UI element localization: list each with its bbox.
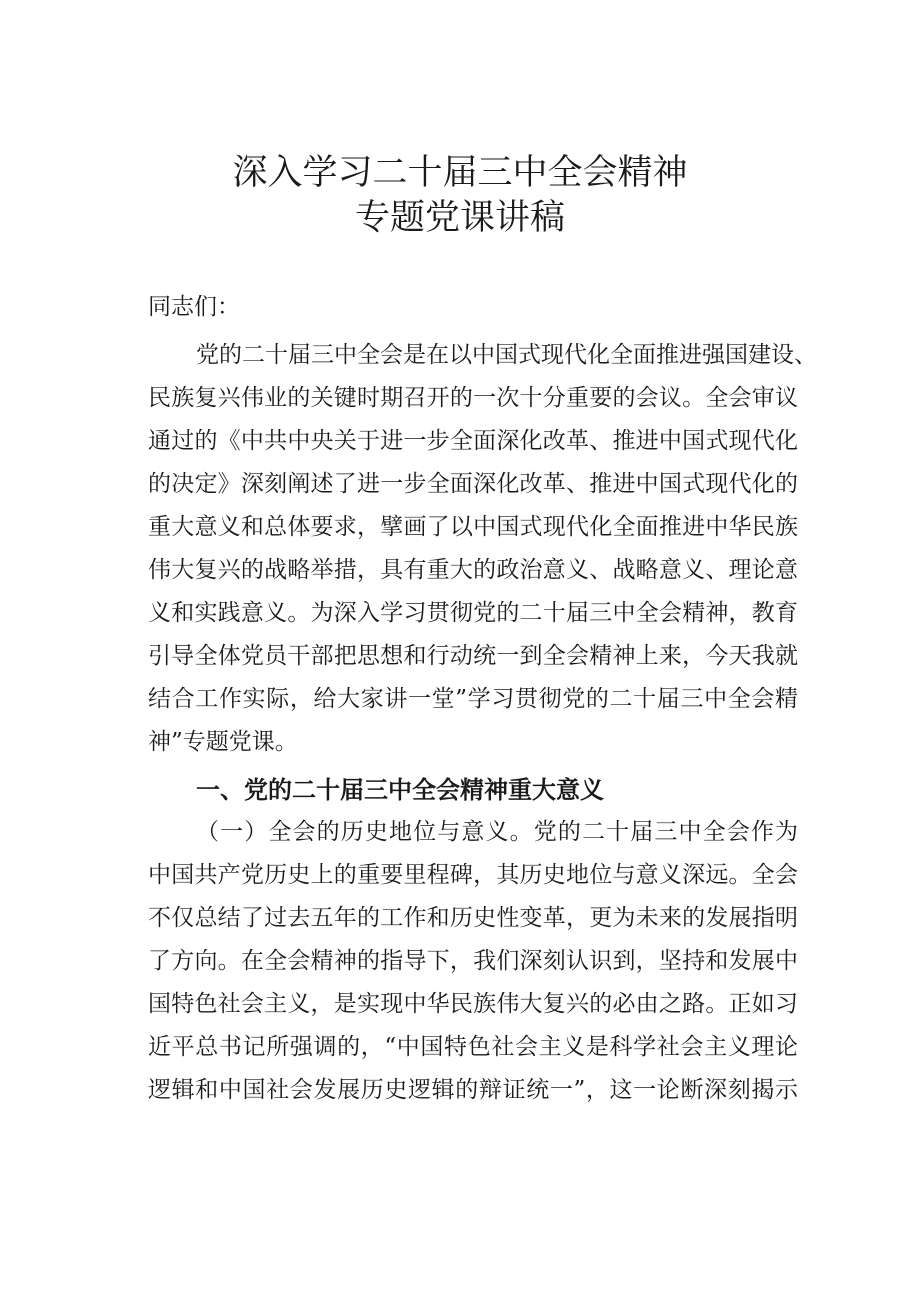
paragraph-line: 引导全体党员干部把思想和行动统一到全会精神上来，今天我就 (148, 643, 798, 669)
document-subtitle: 专题党课讲稿 (354, 198, 565, 238)
salutation: 同志们： (148, 294, 240, 320)
paragraph-line: 神”专题党课。 (148, 729, 298, 755)
paragraph-line: 民族复兴伟业的关键时期召开的一次十分重要的会议。全会审议 (148, 385, 798, 411)
paragraph-line: 国特色社会主义，是实现中华民族伟大复兴的必由之路。正如习 (148, 991, 798, 1017)
paragraph-line: 了方向。在全会精神的指导下，我们深刻认识到，坚持和发展中 (148, 948, 798, 974)
paragraph-line: 不仅总结了过去五年的工作和历史性变革，更为未来的发展指明 (148, 905, 798, 931)
paragraph-line: 的决定》深刻阐述了进一步全面深化改革、推进中国式现代化的 (148, 471, 798, 497)
paragraph-line: （一）全会的历史地位与意义。党的二十届三中全会作为 (196, 819, 798, 845)
paragraph-line: 义和实践意义。为深入学习贯彻党的二十届三中全会精神，教育 (148, 600, 798, 626)
paragraph-line: 党的二十届三中全会是在以中国式现代化全面推进强国建设、 (196, 342, 817, 368)
paragraph-line: 近平总书记所强调的，“中国特色社会主义是科学社会主义理论 (148, 1034, 798, 1060)
document-title: 深入学习二十届三中全会精神 (232, 153, 688, 193)
paragraph-line: 通过的《中共中央关于进一步全面深化改革、推进中国式现代化 (148, 428, 798, 454)
paragraph-line: 逻辑和中国社会发展历史逻辑的辩证统一”，这一论断深刻揭示 (148, 1077, 798, 1103)
paragraph-line: 重大意义和总体要求，擘画了以中国式现代化全面推进中华民族 (148, 514, 798, 540)
paragraph-line: 中国共产党历史上的重要里程碑，其历史地位与意义深远。全会 (148, 862, 798, 888)
section-heading: 一、党的二十届三中全会精神重大意义 (196, 776, 604, 804)
paragraph-line: 伟大复兴的战略举措，具有重大的政治意义、战略意义、理论意 (148, 557, 798, 583)
paragraph-line: 结合工作实际，给大家讲一堂”学习贯彻党的二十届三中全会精 (148, 686, 798, 712)
